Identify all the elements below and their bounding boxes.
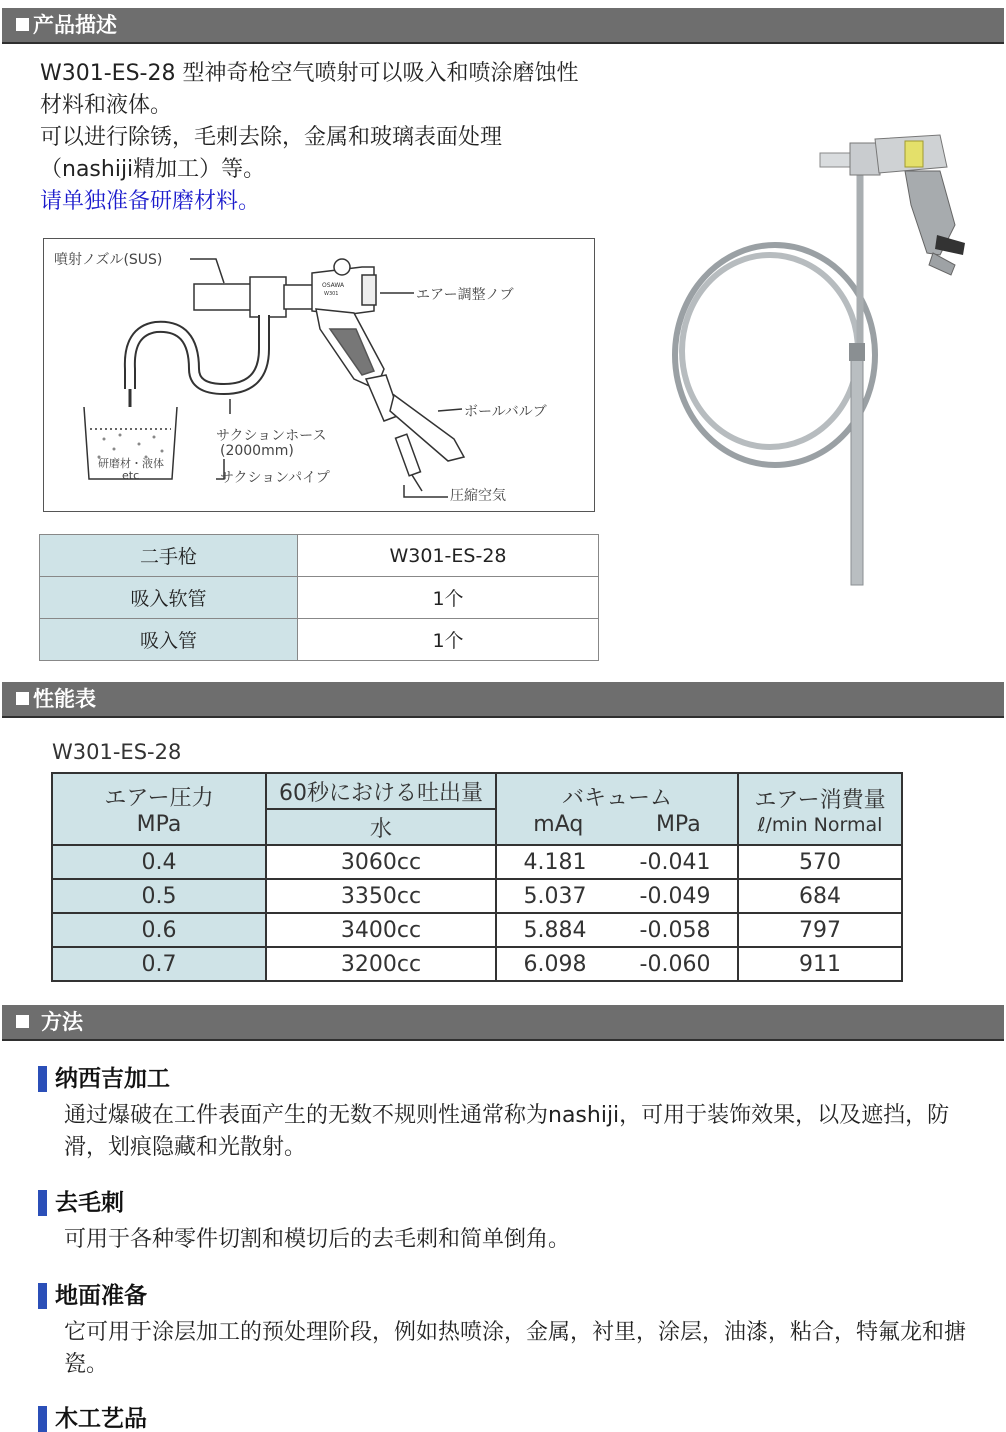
header-vacuum-units xyxy=(497,812,737,837)
method-title: 地面准备 xyxy=(38,1283,976,1309)
desc-line: （nashiji精加工）等。 xyxy=(40,157,266,182)
label-nozzle: 噴射ノズル(SUS) xyxy=(54,252,163,268)
section-title: 方法 xyxy=(41,1010,83,1034)
table-row xyxy=(52,845,902,879)
cell-mpa: -0.058 xyxy=(639,917,711,943)
header-air-unit: ℓ/min Normal xyxy=(757,813,883,836)
label-suction-pipe: サクションパイプ xyxy=(220,470,330,486)
table-header-row xyxy=(52,773,902,809)
cell-maq: 5.037 xyxy=(523,883,587,909)
table-row xyxy=(40,577,599,619)
gun-model-text: W301 xyxy=(324,291,339,297)
section-title: 产品描述 xyxy=(33,13,117,37)
spray-gun-photo xyxy=(665,115,995,595)
label-suction-hose: サクションホース xyxy=(216,428,327,444)
section-title: 性能表 xyxy=(33,687,96,711)
cell-vacuum xyxy=(496,913,738,947)
header-air xyxy=(738,773,902,845)
cell-air: 684 xyxy=(738,879,902,913)
cell-vacuum xyxy=(496,845,738,879)
method-title: 木工艺品 xyxy=(38,1406,147,1432)
table-row xyxy=(52,947,902,981)
method-item xyxy=(38,1190,976,1256)
product-photo xyxy=(665,115,995,595)
header-pressure-unit: MPa xyxy=(136,812,182,837)
label-ball-valve: ボールバルブ xyxy=(464,404,547,420)
cell-pressure: 0.7 xyxy=(52,947,266,981)
header-discharge-water: 水 xyxy=(266,809,496,845)
header-vacuum xyxy=(496,773,738,845)
cell-water: 3200cc xyxy=(266,947,496,981)
header-vacuum-label: バキューム xyxy=(561,786,672,811)
table-row xyxy=(40,535,599,577)
gun-brand-text: OSAWA xyxy=(322,282,345,289)
gun-diagram xyxy=(43,238,595,512)
part-value: W301-ES-28 xyxy=(298,535,599,577)
cell-maq: 4.181 xyxy=(523,849,587,875)
label-suction-hose-length: (2000mm) xyxy=(220,443,294,459)
parts-table xyxy=(39,534,599,661)
header-vacuum-unit-mpa: MPa xyxy=(655,812,701,837)
cell-mpa: -0.049 xyxy=(639,883,711,909)
cell-vacuum xyxy=(496,947,738,981)
method-text: 通过爆破在工件表面产生的无数不规则性通常称为nashiji，可用于装饰效果，以及遮挡，防滑，划痕隐藏和光散射。 xyxy=(64,1103,950,1160)
cell-water: 3400cc xyxy=(266,913,496,947)
method-title: 去毛刺 xyxy=(38,1190,976,1216)
desc-line: 可以进行除锈，毛刺去除，金属和玻璃表面处理 xyxy=(40,125,503,150)
section-header-performance xyxy=(2,682,1004,718)
method-item xyxy=(38,1066,976,1164)
header-pressure-label: エアー圧力 xyxy=(104,786,214,811)
cell-pressure: 0.6 xyxy=(52,913,266,947)
square-bullet-icon xyxy=(16,18,29,31)
method-item xyxy=(38,1283,976,1381)
table-row xyxy=(52,913,902,947)
part-value: 1个 xyxy=(298,577,599,619)
cell-pressure: 0.5 xyxy=(52,879,266,913)
label-etc: etc xyxy=(122,469,140,482)
label-compressed-air: 圧縮空気 xyxy=(450,488,506,504)
cell-mpa: -0.041 xyxy=(639,849,711,875)
label-abrasive: 研磨材・液体 xyxy=(98,457,164,470)
cell-maq: 6.098 xyxy=(523,951,587,977)
cell-pressure: 0.4 xyxy=(52,845,266,879)
cell-vacuum xyxy=(496,879,738,913)
method-text: 可用于各种零件切割和模切后的去毛刺和简单倒角。 xyxy=(64,1227,571,1252)
cell-water: 3060cc xyxy=(266,845,496,879)
product-description xyxy=(40,58,660,218)
cell-air: 797 xyxy=(738,913,902,947)
cell-air: 570 xyxy=(738,845,902,879)
method-text: 它可用于涂层加工的预处理阶段，例如热喷涂，金属，衬里，涂层，油漆，粘合，特氟龙和搪瓷。 xyxy=(64,1320,967,1377)
cell-water: 3350cc xyxy=(266,879,496,913)
cell-air: 911 xyxy=(738,947,902,981)
header-vacuum-unit-maq: mAq xyxy=(533,812,584,837)
desc-line: W301-ES-28 型神奇枪空气喷射可以吸入和喷涂磨蚀性 xyxy=(40,61,579,86)
cell-mpa: -0.060 xyxy=(639,951,711,977)
label-air-knob: エアー調整ノブ xyxy=(416,287,514,303)
square-bullet-icon xyxy=(16,1015,29,1028)
method-item xyxy=(38,1406,147,1432)
part-name: 吸入管 xyxy=(40,619,298,661)
desc-line: 材料和液体。 xyxy=(40,93,173,118)
table-row xyxy=(52,879,902,913)
header-air-label: エアー消費量 xyxy=(754,787,886,813)
method-title: 纳西吉加工 xyxy=(38,1066,976,1092)
desc-note: 请单独准备研磨材料。 xyxy=(40,189,261,214)
cell-maq: 5.884 xyxy=(523,917,587,943)
header-pressure xyxy=(52,773,266,845)
part-name: 吸入软管 xyxy=(40,577,298,619)
section-header-method xyxy=(2,1005,1004,1041)
part-value: 1个 xyxy=(298,619,599,661)
square-bullet-icon xyxy=(16,692,29,705)
performance-model: W301-ES-28 xyxy=(52,740,182,764)
header-discharge: 60秒における吐出量 xyxy=(266,773,496,809)
part-name: 二手枪 xyxy=(40,535,298,577)
performance-table xyxy=(51,772,903,982)
section-header-product-description xyxy=(2,8,1004,44)
table-row xyxy=(40,619,599,661)
